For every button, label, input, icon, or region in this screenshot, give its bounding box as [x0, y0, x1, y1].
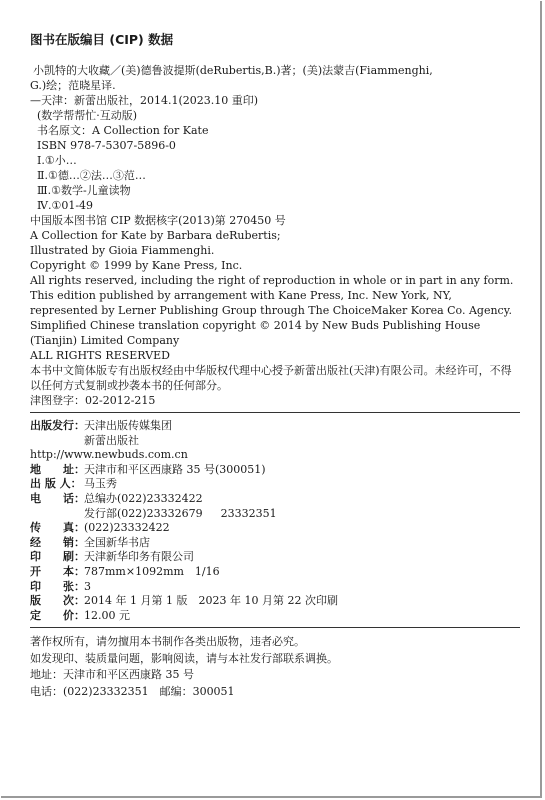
fax-label: 传 真： — [30, 521, 85, 535]
distributor-value: 全国新华书店 — [84, 535, 150, 549]
price-row — [30, 609, 520, 624]
printer-label: 印 刷： — [30, 550, 85, 564]
price-label: 定 价： — [30, 608, 85, 622]
website-row — [30, 448, 520, 463]
cip-line: ALL RIGHTS RESERVED — [30, 349, 170, 362]
cip-line: —天津：新蕾出版社，2014.1(2023.10 重印) — [30, 94, 259, 107]
format-value: 787mm×1092mm 1/16 — [84, 564, 220, 578]
publisher-block — [30, 419, 520, 623]
notes-block — [30, 634, 520, 700]
fax-row — [30, 521, 520, 536]
fax-value: (022)23332422 — [84, 521, 170, 535]
publisher-person-label: 出 版 人： — [30, 477, 82, 491]
notice-address: 地址：天津市和平区西康路 35 号 — [30, 668, 194, 682]
publisher-person-row — [30, 477, 520, 492]
notice-phone: 电话：(022)23332351 邮编：300051 — [30, 684, 235, 698]
sheets-row — [30, 580, 520, 595]
cip-line: Ⅱ.①德…②法…③范… — [37, 169, 146, 182]
phone-row-2 — [30, 507, 520, 522]
address-row — [30, 463, 520, 478]
publisher-value-2: 新蕾出版社 — [84, 433, 139, 447]
copyright-page — [30, 30, 520, 700]
publisher-label: 出版发行： — [30, 419, 85, 432]
website: http://www.newbuds.com.cn — [30, 448, 188, 462]
publisher-person-value: 马玉秀 — [84, 477, 117, 491]
edition-row — [30, 594, 520, 609]
cip-line: Illustrated by Gioia Fiammenghi. — [30, 244, 215, 257]
cip-line: Ⅰ.①小… — [37, 154, 77, 167]
cip-line: Copyright © 1999 by Kane Press, Inc. — [30, 259, 243, 272]
distributor-row — [30, 536, 520, 551]
cip-heading: 图书在版编目 (CIP) 数据 — [30, 32, 174, 47]
divider — [30, 627, 520, 628]
rights-paragraph: All rights reserved, including the right of reproduction in whole or in part in any form. This edition published by arrangement with Kane Press, Inc. New York, NY, represented by Lerner Publishing Group through The ChoiceMaker Korea Co. Agency. — [30, 274, 514, 317]
sheets-label: 印 张： — [30, 579, 85, 593]
edition-label: 版 次： — [30, 594, 85, 608]
printer-row — [30, 550, 520, 565]
address-label: 地 址： — [30, 462, 85, 476]
translation-copyright: Simplified Chinese translation copyright © 2014 by New Buds Publishing House (Tianjin) Limited Company — [30, 319, 481, 347]
phone-value: 总编办(022)23332422 — [84, 491, 203, 505]
cip-line: Ⅳ.①01-49 — [37, 199, 94, 212]
cip-line: 书名原文：A Collection for Kate — [37, 124, 209, 137]
address-value: 天津市和平区西康路 35 号(300051) — [84, 462, 266, 476]
format-label: 开 本： — [30, 564, 85, 578]
copyright-notice: 著作权所有，请勿擅用本书制作各类出版物，违者必究。 — [30, 635, 305, 649]
cip-number: 中国版本图书馆 CIP 数据核字(2013)第 270450 号 — [30, 214, 286, 227]
phone-label: 电 话： — [30, 491, 85, 505]
cip-line: A Collection for Kate by Barbara deRubertis; — [30, 229, 281, 242]
cip-line: 小凯特的大收藏／(美)德鲁波提斯(deRubertis,B.)著；(美)法蒙吉(Fiammenghi, — [33, 64, 433, 77]
cip-line: G.)绘；范晓星译. — [30, 79, 116, 92]
publisher-row — [30, 419, 520, 434]
phone-value-2: 发行部(022)23332679 — [84, 506, 203, 520]
publisher-row-2 — [30, 434, 520, 449]
isbn: ISBN 978-7-5307-5896-0 — [37, 139, 176, 152]
cip-block — [30, 63, 520, 408]
rights-statement-cn: 本书中文简体版专有出版权经由中华版权代理中心授予新蕾出版社(天津)有限公司。未经许可，不得以任何方式复制或抄袭本书的任何部分。 — [30, 364, 512, 392]
phone-row — [30, 492, 520, 507]
publisher-value: 天津出版传媒集团 — [84, 419, 172, 432]
sheets-value: 3 — [84, 579, 91, 593]
divider — [30, 412, 520, 413]
phone-value-3: 23332351 — [220, 506, 277, 520]
distributor-label: 经 销： — [30, 535, 85, 549]
edition-value: 2014 年 1 月第 1 版 2023 年 10 月第 22 次印刷 — [84, 594, 338, 608]
price-value: 12.00 元 — [84, 608, 130, 622]
cip-line: (数学帮帮忙·互动版) — [37, 109, 138, 122]
quality-notice: 如发现印、装质量问题，影响阅读，请与本社发行部联系调换。 — [30, 651, 338, 665]
printer-value: 天津新华印务有限公司 — [84, 550, 194, 564]
cip-line: Ⅲ.①数学-儿童读物 — [37, 184, 131, 197]
format-row — [30, 565, 520, 580]
registration-number: 津图登字：02-2012-215 — [30, 394, 156, 407]
